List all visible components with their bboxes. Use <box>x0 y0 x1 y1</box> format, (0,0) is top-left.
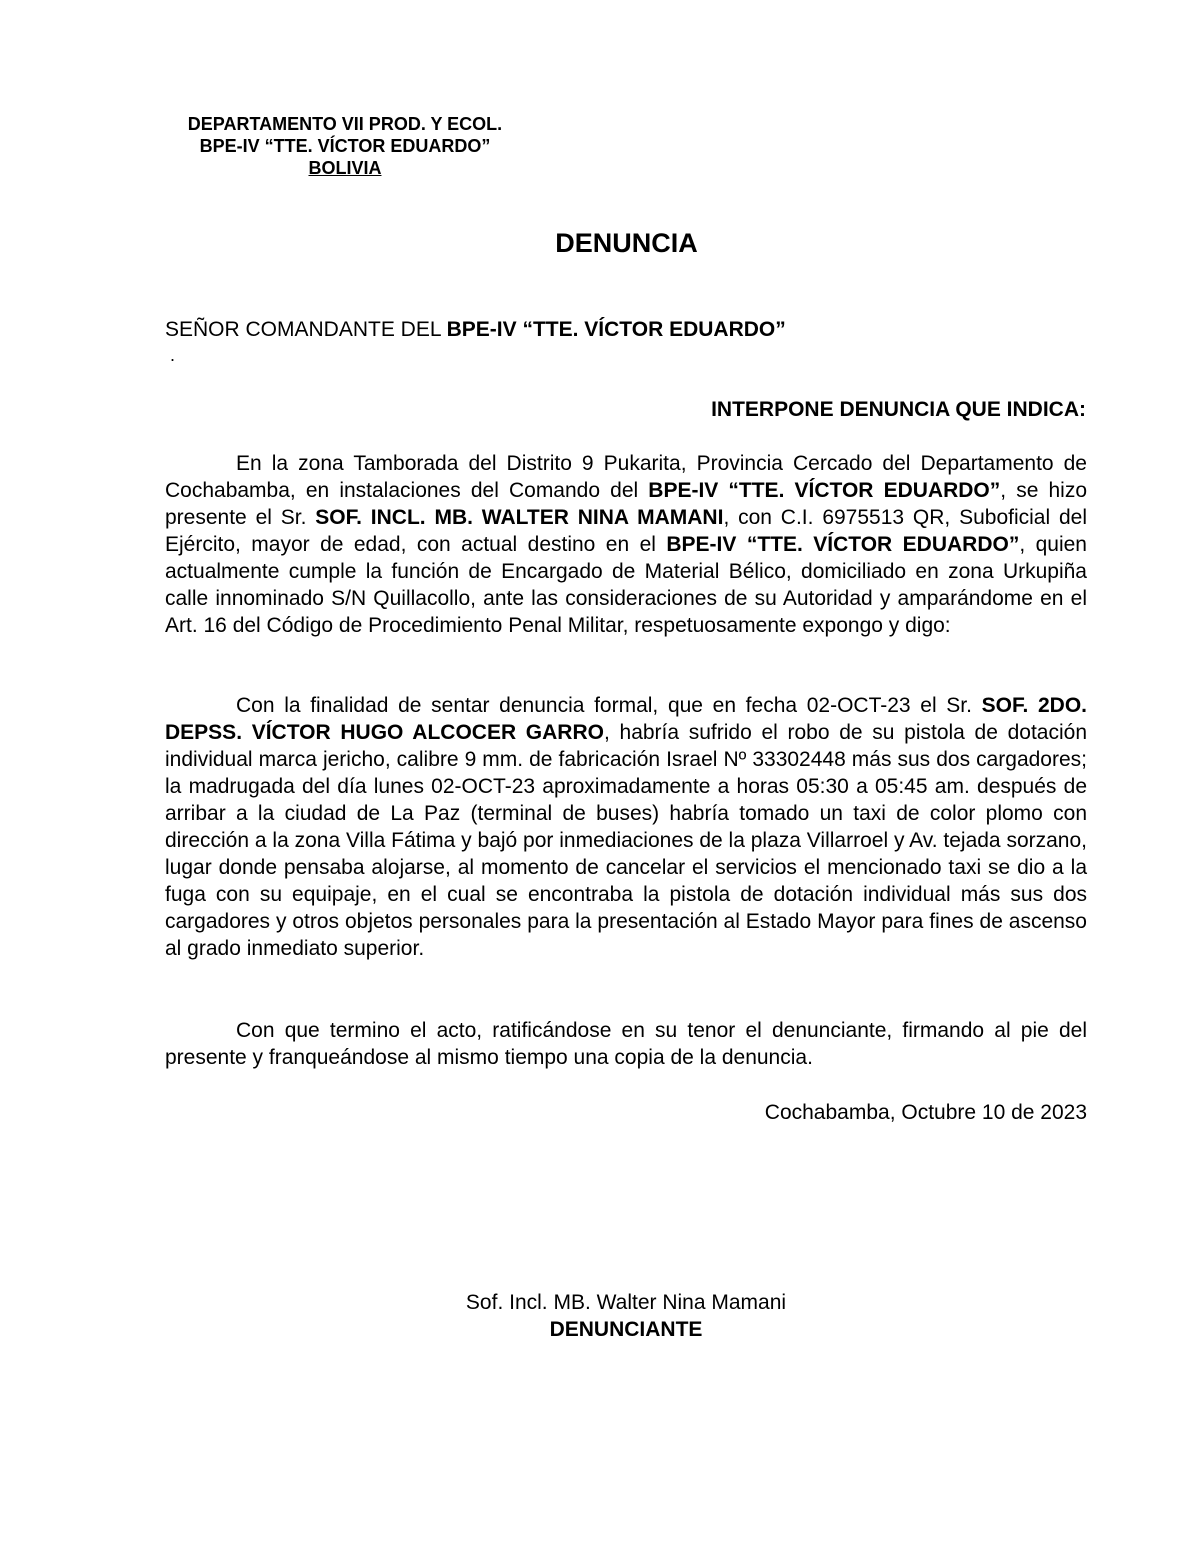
p2-victim-name: SOF. 2DO. DEPSS. VÍCTOR HUGO ALCOCER GARRO <box>165 694 1088 744</box>
p1-text-2: , se hizo presente el Sr. <box>165 479 1088 529</box>
document-title: DENUNCIA <box>555 228 698 258</box>
addressee-line <box>165 316 786 343</box>
place-and-date: Cochabamba, Octubre 10 de 2023 <box>764 1101 1087 1124</box>
paragraph-complainant <box>165 450 1087 639</box>
p1-unit-1: BPE-IV “TTE. VÍCTOR EDUARDO” <box>648 479 1001 502</box>
letterhead-department: DEPARTAMENTO VII PROD. Y ECOL. <box>187 114 503 134</box>
p1-text-3: , con C.I. 6975513 QR, Suboficial del Ejército, mayor de edad, con actual destino en el <box>165 506 1088 556</box>
p1-unit-2: BPE-IV “TTE. VÍCTOR EDUARDO” <box>666 533 1020 556</box>
intro-heading: INTERPONE DENUNCIA QUE INDICA: <box>711 398 1086 421</box>
addressee-unit: BPE-IV “TTE. VÍCTOR EDUARDO” <box>446 318 786 341</box>
paragraph-closing: Con que termino el acto, ratificándose en su tenor el denunciante, firmando al pie del presente y franqueándose al mismo tiempo una copia de la denuncia. <box>165 1019 1087 1069</box>
addressee-dot: . <box>170 345 176 365</box>
signature-block <box>390 1289 862 1343</box>
p1-text-1: En la zona Tamborada del Distrito 9 Pukarita, Provincia Cercado del Departamento de Cochabamba, en instalaciones del Comando del <box>165 452 1087 502</box>
p2-text-2: , habría sufrido el robo de su pistola de dotación individual marca jericho, calibre 9 mm. de fabricación Israel Nº 33302448 más sus dos cargadores; la madrugada del día lunes 02-OCT-23 aproximadamente a horas 05:30 a 05:45 am. después de arribar a la ciudad de La Paz (terminal de buses) habría tomado un taxi de color plomo con dirección a la zona Villa Fátima y bajó por inmediaciones de la plaza Villarroel y Av. tejada sorzano, lugar donde pensaba alojarse, al momento de cancelar el servicios el mencionado taxi se dio a la fuga con su equipaje, en el cual se encontraba la pistola de dotación individual más sus dos cargadores y otros objetos personales para la presentación al Estado Mayor para fines de ascenso al grado inmediato superior. <box>165 721 1087 960</box>
letterhead-unit: BPE-IV “TTE. VÍCTOR EDUARDO” <box>199 136 491 156</box>
addressee-prefix: SEÑOR COMANDANTE DEL <box>165 318 447 341</box>
p2-text-1: Con la finalidad de sentar denuncia formal, que en fecha 02-OCT-23 el Sr. <box>236 694 982 717</box>
p1-text-4: , quien actualmente cumple la función de Encargado de Material Bélico, domiciliado en zona Urkupiña calle innominado S/N Quillacollo, ante las consideraciones de su Autoridad y amparándome en el Art. 16 del Código de Procedimiento Penal Militar, respetuosamente expongo y digo: <box>165 533 1087 637</box>
p1-complainant-name: SOF. INCL. MB. WALTER NINA MAMANI <box>315 506 724 529</box>
paragraph-facts <box>165 692 1087 962</box>
letterhead-country: BOLIVIA <box>308 158 382 178</box>
signatory-name: Sof. Incl. MB. Walter Nina Mamani <box>465 1291 787 1314</box>
signatory-role: DENUNCIANTE <box>549 1318 703 1341</box>
letterhead <box>165 113 525 179</box>
